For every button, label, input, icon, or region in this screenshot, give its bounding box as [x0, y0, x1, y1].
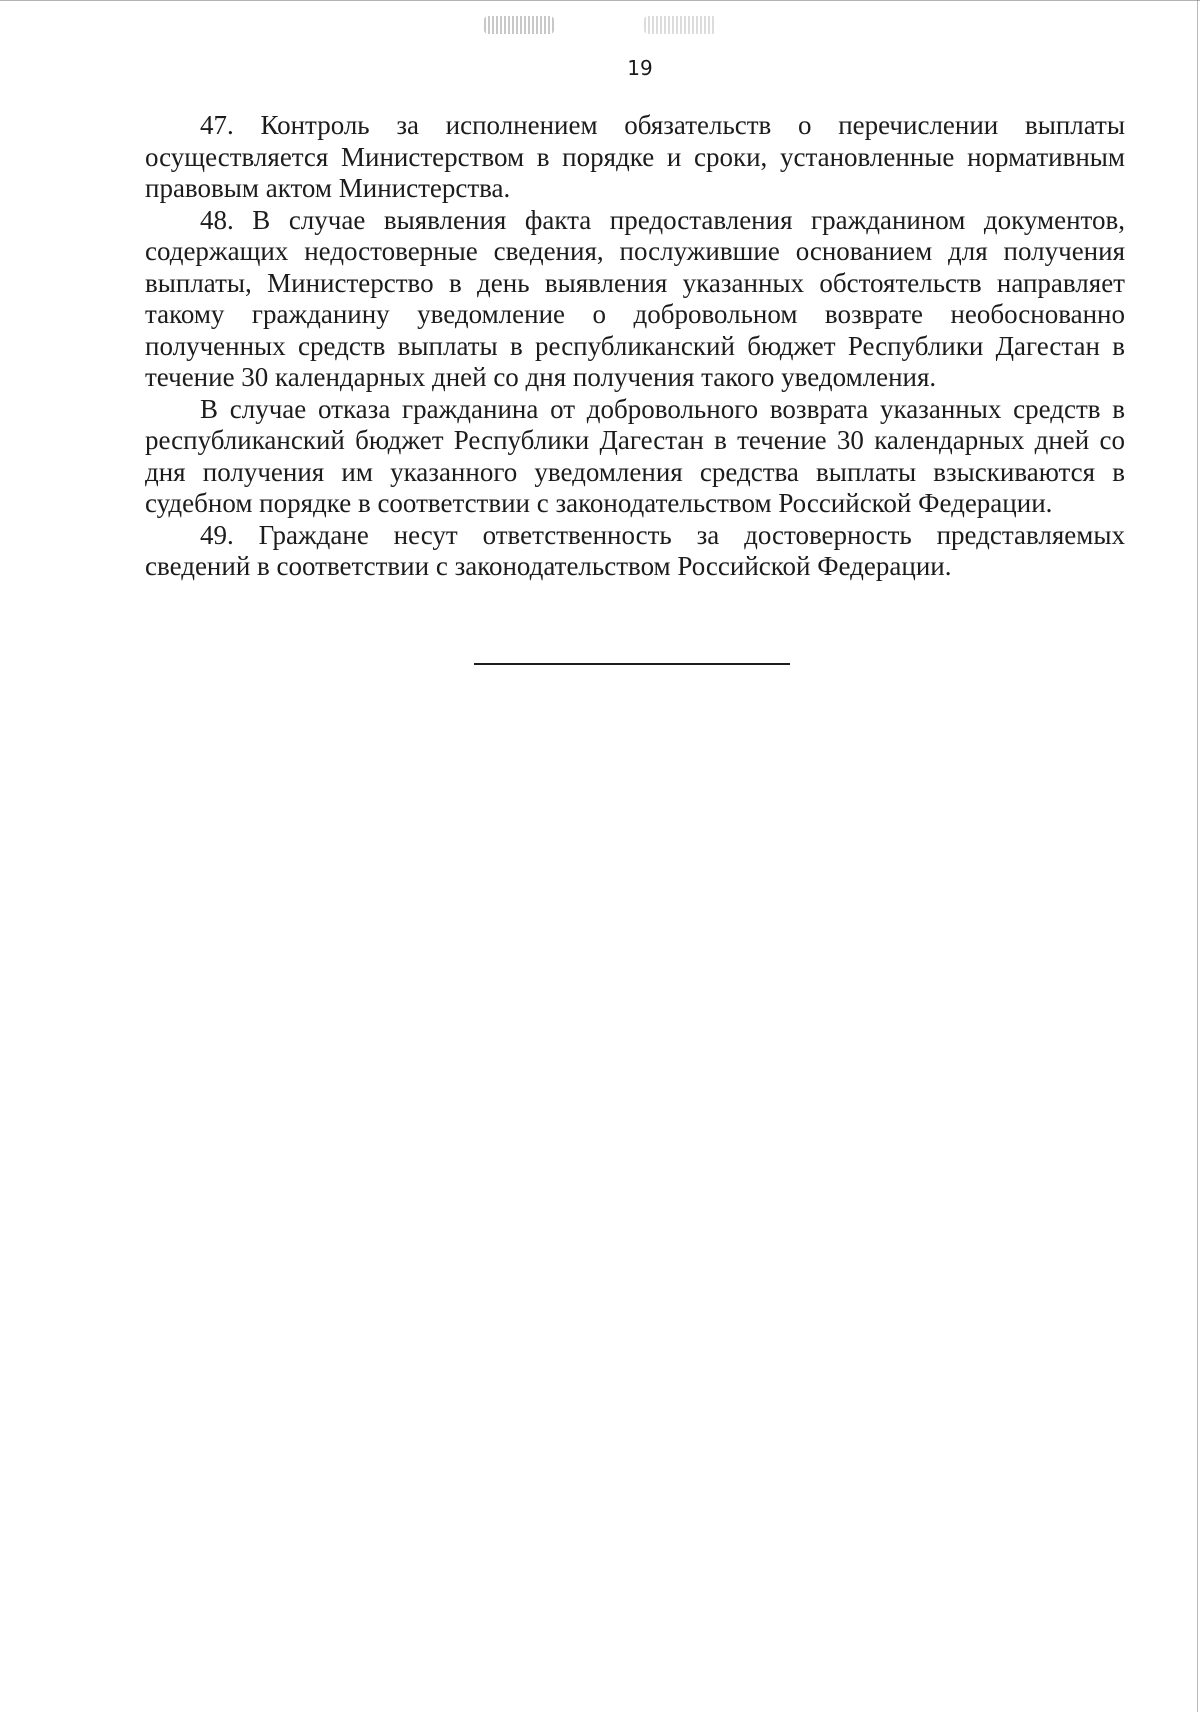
paragraph-47: 47. Контроль за исполнением обязательств о перечислении выплаты осуществляется Министерством в порядке и сроки, установленные нормативным правовым актом Министерства.: [145, 110, 1125, 203]
end-of-text-divider: [474, 663, 790, 665]
scan-right-edge: [1197, 0, 1198, 1712]
scan-top-edge: [0, 0, 1200, 1]
document-body: [145, 110, 1125, 583]
paragraph-48: 48. В случае выявления факта предоставления гражданином документов, содержащих недостоверные сведения, послужившие основанием для получения выплаты, Министерство в день выявления указанных обстоятельств направляет такому гражданину уведомление о добровольном возврате необоснованно полученных средств выплаты в республиканский бюджет Республики Дагестан в течение 30 календарных дней со дня получения такого уведомления.: [145, 204, 1125, 392]
paragraph-49: 49. Граждане несут ответственность за достоверность представляемых сведений в соответствии с законодательством Российской Федерации.: [145, 519, 1125, 581]
page-number: 19: [627, 56, 653, 80]
paragraph-48-continued: В случае отказа гражданина от добровольного возврата указанных средств в республиканский бюджет Республики Дагестан в течение 30 календарных дней со дня получения им указанного уведомления средства выплаты взыскиваются в судебном порядке в соответствии с законодательством Российской Федерации.: [145, 393, 1125, 518]
scan-artifact: [484, 16, 554, 34]
scan-artifact: [644, 16, 716, 34]
